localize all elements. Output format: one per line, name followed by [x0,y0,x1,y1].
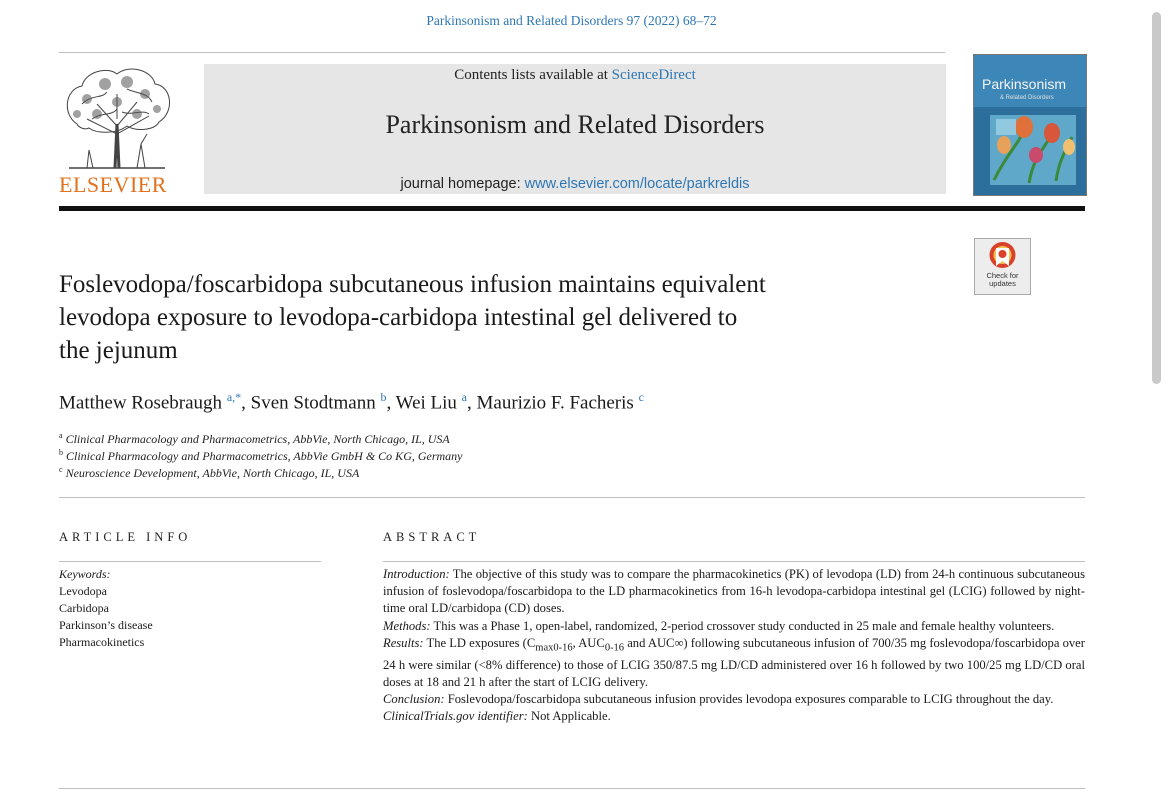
check-updates-line1: Check for [986,271,1019,280]
article-title [59,268,939,367]
section-divider [59,497,1085,498]
results-text: , AUC [572,635,605,650]
header-thick-rule [59,206,1085,211]
author-affiliation-marker[interactable]: b [380,390,387,404]
elsevier-wordmark: ELSEVIER [59,172,167,197]
homepage-prefix: journal homepage: [400,176,525,192]
article-title-line: Foslevodopa/foscarbidopa subcutaneous infusion maintains equivalent [59,271,766,298]
author-affiliation-marker[interactable]: a,* [226,390,242,404]
journal-banner [204,64,946,194]
homepage-line [204,176,946,192]
clinicaltrials-text: Not Applicable. [527,709,611,724]
affiliation-marker: b [59,448,63,457]
journal-title[interactable]: Parkinsonism and Related Disorders [385,110,765,139]
elsevier-logo[interactable] [57,64,177,196]
keyword-item[interactable]: Levodopa [59,584,107,598]
methods-label: Methods: [383,618,431,633]
author-affiliation-marker[interactable]: c [638,390,644,404]
abstract-heading: ABSTRACT [383,530,481,544]
author-name[interactable]: Wei Liu [395,392,457,414]
abstract-introduction [383,566,1085,618]
results-subscript: 0-16 [604,642,625,654]
article-title-line: levodopa exposure to levodopa-carbidopa intestinal gel delivered to [59,304,738,331]
article-info-heading: ARTICLE INFO [59,530,192,544]
abstract-results [383,635,1085,691]
check-updates-icon [975,239,1030,273]
keywords-block [59,566,153,651]
author-separator: , [386,392,396,414]
journal-reference[interactable]: Parkinsonism and Related Disorders 97 (2022) 68–72 [426,13,717,28]
journal-cover[interactable] [973,54,1087,196]
abstract-rule [383,561,1085,562]
conclusion-label: Conclusion: [383,691,445,706]
keyword-item[interactable]: Parkinson’s disease [59,618,153,632]
article-info-rule [59,561,321,562]
affiliation-c [59,465,359,481]
keyword-item[interactable]: Carbidopa [59,601,109,615]
affiliation-text: Neuroscience Development, AbbVie, North Chicago, IL, USA [65,466,360,480]
affiliation-text: Clinical Pharmacology and Pharmacometrics, AbbVie, North Chicago, IL, USA [65,432,450,446]
abstract-methods [383,618,1085,635]
elsevier-tree-icon [57,64,177,170]
cover-title: Parkinsonism [982,76,1067,92]
sciencedirect-link[interactable]: ScienceDirect [611,67,696,83]
affiliation-marker: a [59,431,63,440]
article-title-line: the jejunum [59,337,178,364]
abstract-body [383,566,1085,725]
clinicaltrials-label: ClinicalTrials.gov identifier: [383,709,528,724]
affiliation-marker: c [59,465,63,474]
results-text: The LD exposures (C [423,635,536,650]
author-name[interactable]: Sven Stodtmann [250,392,376,414]
check-for-updates-badge[interactable] [974,238,1031,295]
bottom-divider [59,788,1085,789]
introduction-text: The objective of this study was to compare the pharmacokinetics (PK) of levodopa (LD) from 24-h continuous subcutaneous infusion of foslevodopa/foscarbidopa to the LD pharmacokinetics from 16-h levodopa-carbidopa intestinal gel (LCIG) followed by night-time oral LD/carbidopa (CD) doses. [383,567,1085,616]
methods-text: This was a Phase 1, open-label, randomized, 2-period crossover study conducted in 25 male and female healthy volunteers. [430,618,1055,633]
contents-prefix: Contents lists available at [454,67,612,83]
results-text: and AUC∞) following subcutaneous infusion of 700/35 mg foslevodopa/foscarbidopa over 24 h were similar (<8% difference) to those of LCIG 350/87.5 mg LD/CD administered over 16 h followed by two 100/25 mg LD/CD oral doses at 18 and 21 h after the start of LCIG delivery. [383,635,1085,689]
conclusion-text: Foslevodopa/foscarbidopa subcutaneous infusion provides levodopa exposures comparable to LCIG throughout the day. [444,691,1054,706]
affiliation-b [59,448,463,464]
header-divider [59,52,945,53]
keyword-item[interactable]: Pharmacokinetics [59,635,145,649]
abstract-clinicaltrials [383,708,1085,725]
cover-subtitle: & Related Disorders [1000,95,1054,101]
author-separator: , [467,392,477,414]
journal-homepage-link[interactable]: www.elsevier.com/locate/parkreldis [524,176,750,192]
affiliation-a [59,431,450,447]
results-subscript: max0-16 [535,642,573,654]
author-list [59,390,644,414]
author-name[interactable]: Maurizio F. Facheris [476,392,634,414]
keywords-label: Keywords: [59,567,111,581]
cover-image [974,55,1086,195]
introduction-label: Introduction: [383,567,450,581]
results-label: Results: [383,635,424,650]
author-affiliation-marker[interactable]: a [461,390,467,404]
vertical-scrollbar[interactable] [1152,12,1161,384]
check-updates-line2: updates [989,279,1016,288]
affiliation-text: Clinical Pharmacology and Pharmacometrics, AbbVie GmbH & Co KG, Germany [66,449,463,463]
check-updates-label [975,272,1030,288]
abstract-conclusion [383,691,1085,708]
author-name[interactable]: Matthew Rosebraugh [59,392,223,414]
author-separator: , [241,392,251,414]
contents-line [204,67,946,84]
